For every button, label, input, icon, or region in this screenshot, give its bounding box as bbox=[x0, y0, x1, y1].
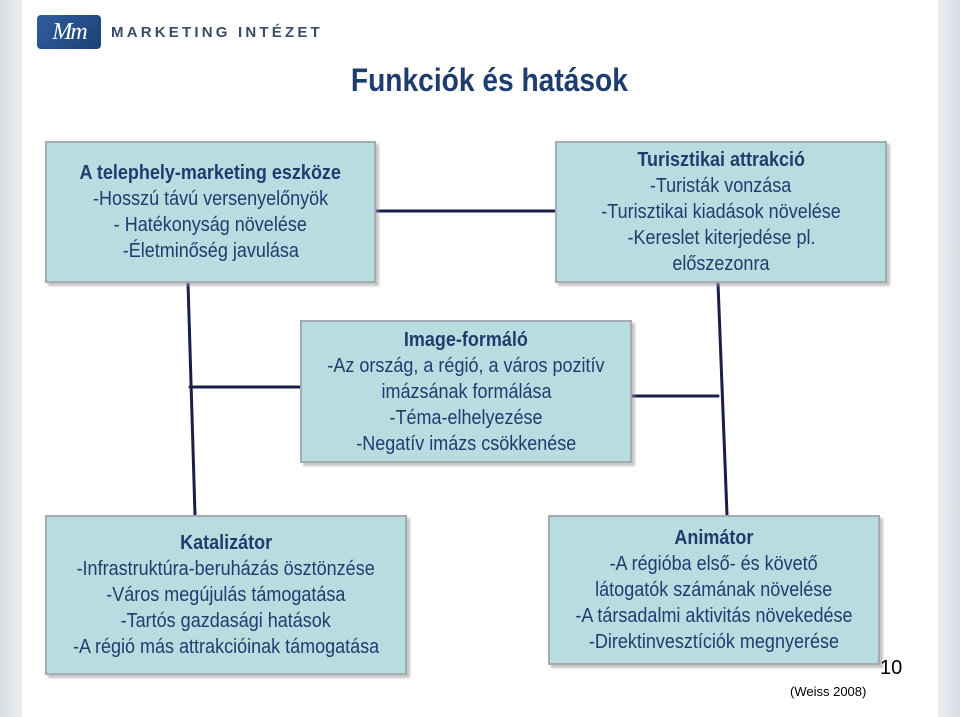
box-line: -Direktinvesztíciók megnyerése bbox=[588, 631, 840, 653]
box-line: -A régióba első- és követő bbox=[609, 553, 819, 575]
box-title: Image-formáló bbox=[403, 328, 529, 351]
connector-turisztikai-animator bbox=[718, 283, 727, 515]
box-line: imázsának formálása bbox=[380, 380, 552, 403]
box-line: -Kereslet kiterjedése pl. bbox=[626, 227, 816, 249]
box-line: -Téma-elhelyezése bbox=[389, 406, 543, 429]
box-title: Turisztikai attrakció bbox=[637, 149, 805, 171]
box-line: -Az ország, a régió, a város pozitív bbox=[327, 354, 605, 377]
box-line: -Turisták vonzása bbox=[650, 175, 792, 197]
box-line: -Turisztikai kiadások növelése bbox=[601, 201, 841, 223]
box-line: -A régió más attrakcióinak támogatása bbox=[72, 636, 380, 658]
turisztikai-attrakcio-box bbox=[555, 141, 887, 283]
box-title: A telephely-marketing eszköze bbox=[79, 162, 342, 184]
box-line: -Hosszú távú versenyelőnyök bbox=[92, 188, 329, 210]
logo-text: MARKETING INTÉZET bbox=[111, 23, 323, 41]
box-line: látogatók számának növelése bbox=[595, 579, 833, 601]
page-number: 10 bbox=[880, 657, 903, 679]
box-line: -Tartós gazdasági hatások bbox=[120, 610, 332, 632]
source-citation: (Weiss 2008) bbox=[790, 684, 867, 699]
box-line: -Infrastruktúra-beruházás ösztönzése bbox=[76, 558, 376, 580]
box-line: -Életminőség javulása bbox=[122, 240, 299, 262]
box-line: -Negatív imázs csökkenése bbox=[355, 432, 577, 455]
animator-box bbox=[548, 515, 880, 665]
image-formalo-box bbox=[300, 320, 632, 463]
box-title: Katalizátor bbox=[179, 532, 273, 554]
box-line: -Város megújulás támogatása bbox=[106, 584, 346, 606]
box-line: - Hatékonyság növelése bbox=[113, 214, 308, 236]
box-line: -A társadalmi aktivitás növekedése bbox=[575, 605, 853, 627]
katalizator-box bbox=[45, 515, 407, 675]
box-title: Animátor bbox=[674, 527, 754, 549]
connector-telephely-katalizator bbox=[188, 283, 195, 515]
box-line: előszezonra bbox=[672, 253, 770, 275]
page-title: Funkciók és hatások bbox=[350, 62, 628, 98]
logo-mark-icon: Mm bbox=[37, 15, 101, 49]
telephely-marketing-box bbox=[45, 141, 376, 283]
